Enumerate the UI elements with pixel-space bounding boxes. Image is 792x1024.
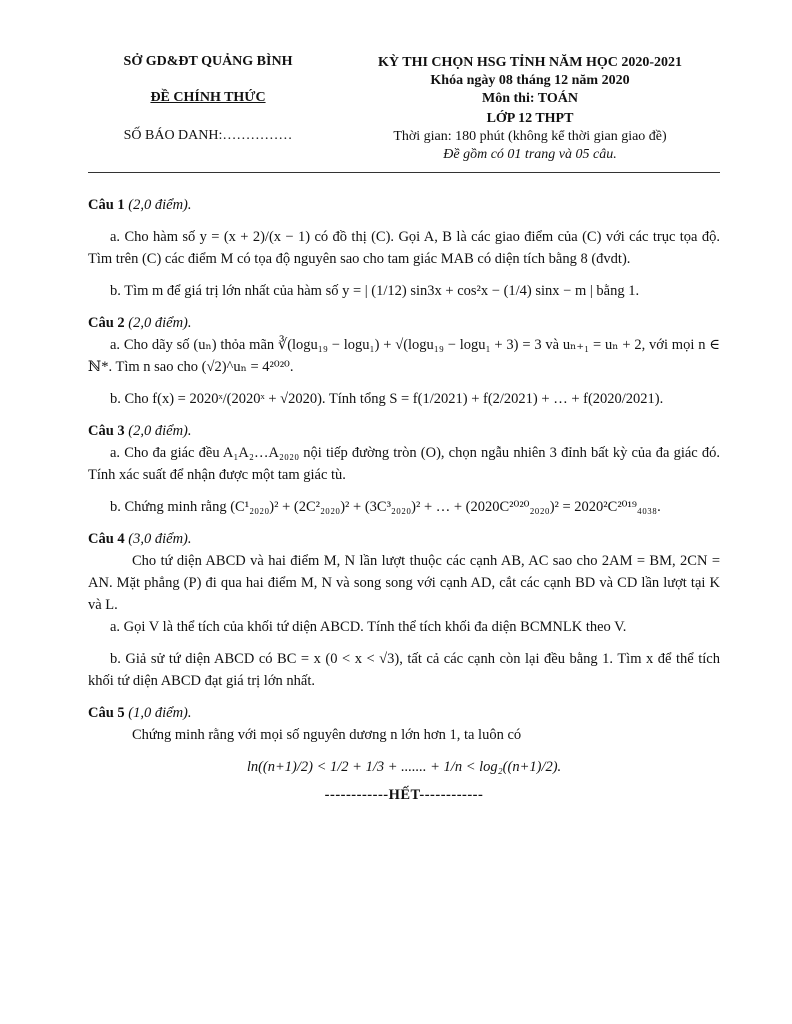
header-divider xyxy=(88,172,720,173)
q3-points: (2,0 điểm). xyxy=(128,423,192,439)
q1b-text: b. Tìm m để giá trị lớn nhất của hàm số y = | (1/12) sin3x + cos²x − (1/4) sinx − m | bằng 1. xyxy=(110,283,640,299)
q4b-text: b. Giả sử tứ diện ABCD có BC = x (0 < x < √3), tất cả các cạnh còn lại đều bằng 1. Tìm x để thể tích khối tứ diện ABCD đạt giá trị lớn nhất. xyxy=(88,651,720,689)
q2a-text: a. Cho dãy số (uₙ) thỏa mãn ∛(logu₁₉ − logu₁) + √(logu₁₉ − logu₁ + 3) = 3 và uₙ₊₁ = uₙ + 2, với mọi n ∈ ℕ*. Tìm n sao cho (√2)^uₙ = 4²⁰²⁰. xyxy=(88,337,720,375)
exam-content xyxy=(88,194,720,806)
candidate-number: SỐ BÁO DANH:…………… xyxy=(123,128,293,143)
exam-grade: LỚP 12 THPT xyxy=(486,111,574,126)
exam-time: Thời gian: 180 phút (không kể thời gian giao đề) xyxy=(393,129,667,144)
q4-points: (3,0 điểm). xyxy=(128,531,192,547)
end-marker: ------------HẾT------------ xyxy=(324,787,484,803)
exam-title: KỲ THI CHỌN HSG TỈNH NĂM HỌC 2020-2021 xyxy=(377,55,682,70)
q3-heading xyxy=(88,420,720,442)
exam-pages: Đề gồm có 01 trang và 05 câu. xyxy=(443,147,617,162)
q5-formula: ln((n+1)/2) < 1/2 + 1/3 + ....... + 1/n < log₂((n+1)/2). xyxy=(246,759,562,775)
q4-heading xyxy=(88,528,720,550)
q3a-text: a. Cho đa giác đều A₁A₂…A₂₀₂₀ nội tiếp đường tròn (O), chọn ngẫu nhiên 3 đỉnh bất kỳ của đa giác đó. Tính xác suất để nhận được một tam giác tù. xyxy=(88,445,720,483)
q5-heading xyxy=(88,702,720,724)
q1-points: (2,0 điểm). xyxy=(128,197,192,213)
q2-points: (2,0 điểm). xyxy=(128,315,192,331)
q2-heading xyxy=(88,312,720,334)
q1a-text: a. Cho hàm số y = (x + 2)/(x − 1) có đồ thị (C). Gọi A, B là các giao điểm của (C) với các trục tọa độ. Tìm trên (C) các điểm M có tọa độ nguyên sao cho tam giác MAB có diện tích bằng 8 (đvdt). xyxy=(88,229,720,267)
q5-intro-text: Chứng minh rằng với mọi số nguyên dương n lớn hơn 1, ta luôn có xyxy=(132,727,522,743)
q2b-text: b. Cho f(x) = 2020ˣ/(2020ˣ + √2020). Tính tổng S = f(1/2021) + f(2/2021) + … + f(2020/2021). xyxy=(110,391,664,407)
q1-title: Câu 1 xyxy=(88,197,125,213)
q4-title: Câu 4 xyxy=(88,531,125,547)
q5-points: (1,0 điểm). xyxy=(128,705,192,721)
q4-intro-text: Cho tứ diện ABCD và hai điểm M, N lần lượt thuộc các cạnh AB, AC sao cho 2AM = BM, 2CN = AN. Mặt phẳng (P) đi qua hai điểm M, N và song song với cạnh AD, cắt các cạnh BD và CD lần lượt tại K và L. xyxy=(88,553,720,613)
exam-subject: Môn thi: TOÁN xyxy=(482,91,578,106)
exam-date: Khóa ngày 08 tháng 12 năm 2020 xyxy=(430,73,630,88)
header-right xyxy=(330,54,730,164)
official-label: ĐỀ CHÍNH THỨC xyxy=(150,90,266,105)
q3b-text: b. Chứng minh rằng (C¹₂₀₂₀)² + (2C²₂₀₂₀)² + (3C³₂₀₂₀)² + … + (2020C²⁰²⁰₂₀₂₀)² = 2020²C²⁰¹⁹₄₀₃₈. xyxy=(110,499,661,515)
q5-title: Câu 5 xyxy=(88,705,125,721)
q4a-text: a. Gọi V là thể tích của khối tứ diện ABCD. Tính thể tích khối đa diện BCMNLK theo V. xyxy=(110,619,627,635)
q2-title: Câu 2 xyxy=(88,315,125,331)
q1-heading xyxy=(88,194,720,216)
header-left xyxy=(88,54,328,144)
org-name: SỞ GD&ĐT QUẢNG BÌNH xyxy=(123,54,293,69)
q3-title: Câu 3 xyxy=(88,423,125,439)
